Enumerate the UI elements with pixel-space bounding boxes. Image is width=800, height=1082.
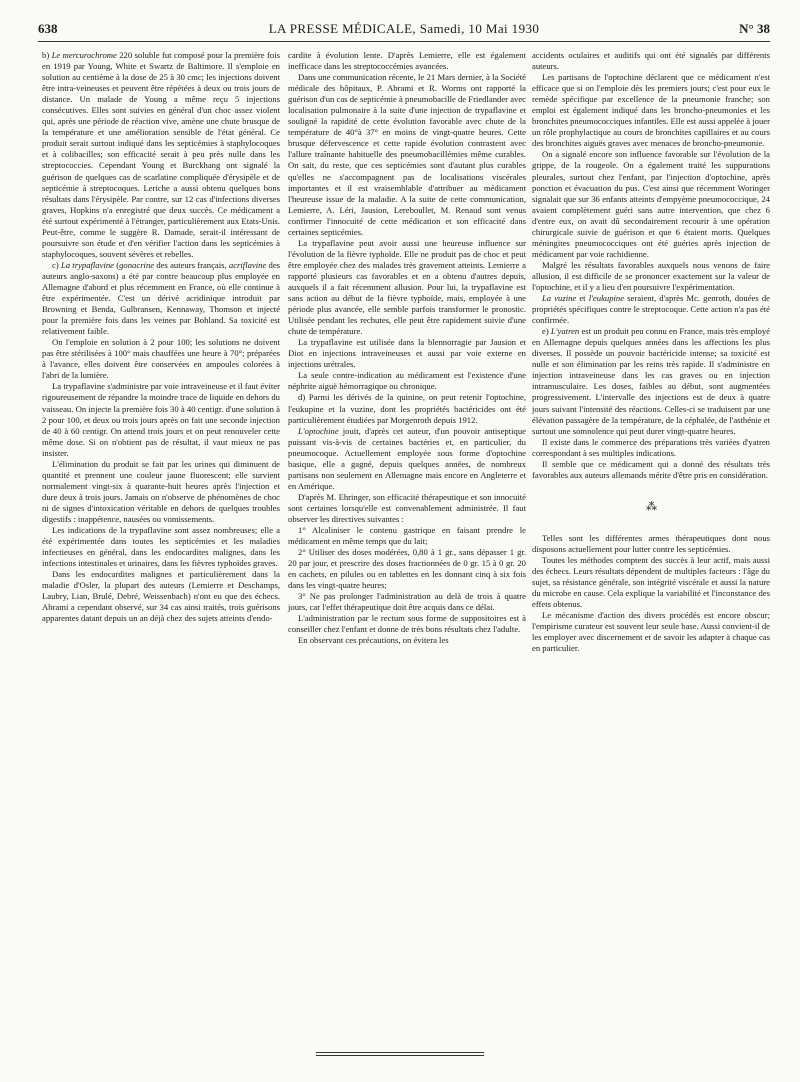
text-run: D'après M. Ehringer, son efficacité thérapeutique et son innocuité sont certaines lorsqu'elle est convenablement administrée. Il faut observer les directives suivantes : [288,491,526,524]
text-run: Dans les endocardites malignes et particulièrement dans la maladie d'Osler, la plupart des auteurs (Lemierre et Deschamps, Laubry, Lian, Brulé, Debré, Weissenbach) n'ont eu que des échecs. Abrami a cependant observé, sur 34 cas ainsi traités, trois guérisons apparentes datant depuis un an déjà chez des sujets atteints d'endo- [42,569,280,624]
paragraph [288,238,526,337]
text-run: On a signalé encore son influence favorable sur l'évolution de la grippe, de la rougeole. On a également traité les suppurations pleurales, surtout chez l'enfant, par l'injection d'optochine, après ponction et évacuation du pus. C'est ainsi que récemment Woringer signalait que sur 36 enfants atteints d'empyème pneumococcique, 24 avaient complètement guéri sans autre intervention, que chez 6 d'entre eux, on avait dû secondairement recourir à une opération chirurgicale suivie de guérison et que 6 étaient morts. Quelques méningites pneumococciques ont été guéries après injection de médicament par voie rachidienne. [532,149,770,259]
text-run: jouit, d'après cet auteur, d'un pouvoir antiseptique puissant vis-à-vis de certaines bactéries et, en particulier, du pneumocoque. Actuellement employée sous forme d'optochine basique, elle a gagné, depuis quelques années, de nombreux partisans non seulement en Allemagne mais encore en Angleterre et en Amérique. [288,425,526,491]
page-header [38,20,770,38]
text-run: Malgré les résultats favorables auxquels nous venons de faire allusion, il est difficile de se prononcer exactement sur la valeur de l'optochine, et il y a lieu d'en poursuivre l'expérimentation. [532,259,770,292]
paragraph [42,50,280,260]
bottom-rule [316,1052,484,1053]
text-run: e) [542,326,551,337]
text-run: 1° Alcaliniser le contenu gastrique en faisant prendre le médicament en même temps que du lait; [288,525,526,547]
italic-term: L'optochine [298,425,339,436]
text-column-3 [532,50,770,654]
paragraph [532,149,770,259]
italic-term: Le mercurochrome [51,50,117,60]
paragraph [288,492,526,525]
text-run: cardite à évolution lente. D'après Lemierre, elle est également inefficace dans les streptococcémies avancées. [288,50,526,72]
paragraph [288,337,526,370]
paragraph [288,426,526,492]
text-run: ( [113,259,120,270]
paragraph [42,459,280,525]
paragraph [42,525,280,569]
paragraph [288,635,526,646]
text-run: 3° Ne pas prolonger l'administration au delà de trois à quatre jours, car l'effet thérapeutique doit être acquis dans ce délai. [288,591,526,613]
paragraph [532,610,770,654]
paragraph [42,569,280,624]
page-number: 638 [38,21,58,36]
paragraph [532,555,770,610]
text-run: En observant ces précautions, on évitera les [298,635,449,646]
journal-title: LA PRESSE MÉDICALE, Samedi, 10 Mai 1930 [268,21,540,36]
text-run: Toutes les méthodes comptent des succès à leur actif, mais aussi des échecs. Leurs résultats dépendent de multiples facteurs : l'âge du sujet, sa résistance générale, son intégrité viscérale et aussi la nature du microbe en cause. Cela explique la variabilité et l'inconstance des effets obtenus. [532,554,770,610]
text-run: La trypaflavine est utilisée dans la blennorragie par Jausion et Diot en injections intraveineuses et aussi par voie externe en injections urétrales. [288,337,526,370]
text-run: 2° Utiliser des doses modérées, 0,80 à 1 gr., sans dépasser 1 gr. 20 par jour, et prescrire des doses fractionnées de 0 gr. 15 à 0 gr. 20 en cachets, en pilules ou en tablettes en les donnant cinq à six fois dans les vingt-quatre heures; [288,547,526,591]
text-run: L'administration par le rectum sous forme de suppositoires est à conseiller chez l'enfant et donne de très bons résultats chez l'adulte. [288,613,526,635]
text-run: et [576,293,589,304]
bottom-rule-2 [316,1055,484,1056]
text-run: Le mécanisme d'action des divers procédés est encore obscur; l'empirisme curateur est souvent leur seule base. Aussi convient-il de les employer avec discernement et de savoir les adapter à chaque cas en particulier. [532,610,770,654]
text-run: d) Parmi les dérivés de la quinine, on peut retenir l'optochine, l'eukupine et la vuzine, dont les propriétés bactéricides ont été particulièrement étudiées par Morgenroth depuis 1912. [288,392,526,425]
paragraph [42,260,280,337]
paragraph [42,381,280,458]
text-run: La trypaflavine s'administre par voie intraveineuse et il faut éviter rigoureusement de répandre la moindre trace de liquide en dehors du vaisseau. On injecte la première fois 30 à 40 centigr. d'une solution à 2 pour 100, et deux ou trois jours après on fait une seconde injection de 40 à 60 centigr. On attend trois jours et on peut renouveler cette même dose. Si on n'obtient pas de résultat, il vaut mieux ne pas insister. [42,381,280,458]
text-column-1 [42,50,280,624]
text-run: Il semble que ce médicament qui a donné des résultats très favorables aux auteurs allemands mérite d'être pris en considération. [532,458,770,480]
text-run: ⁂ [646,500,656,513]
text-run: Dans une communication récente, le 21 Mars dernier, à la Société médicale des hôpitaux, P. Abrami et R. Worms ont rapporté la guérison d'un cas de septicémie à pneumobacille de Friedlander avec localisation pulmonaire à la suite d'une injection de trypaflavine et souligné la rapidité de cette évolution favorable avec chute de la température de 40°à 37° en moins de vingt-quatre heures. Cette brusque défervescence et cette rapide évolution contrastent avec l'allure traînante habituelle des pneumobacillémies même curables. On sait, du reste, que ces septicémies sont d'autant plus curables qu'elles ne s'accompagnent pas de localisations viscérales importantes et il est vraisemblable d'attribuer au médicament l'heureuse issue de la maladie. A la suite de cette communication, Lemierre, A. Léri, Jausion, Lereboullet, M. Renaud sont venus confirmer l'innocuité de cette médication et son efficacité dans certaines septicémies. [288,72,526,237]
italic-term: acriflavine [228,259,267,270]
text-run: La trypaflavine peut avoir aussi une heureuse influence sur l'évolution de la fièvre typhoïde. Elle ne produit pas de choc et peut être employée chez des malades très gravement atteints. Lemierre a rapporté plusieurs cas favorables et en a obtenu d'autres depuis, auxquels il a fait récemment allusion. Pour lui, la trypaflavine est sans action au début de la fièvre typhoïde, mais, employée à une période plus avancée, elle semble parfois transformer le pronostic. Utilisée pendant les rechutes, elle peut être rapidement suivie d'une chute de température. [288,237,526,337]
section-asterism [532,501,770,513]
paragraph [532,72,770,149]
paragraph [532,260,770,293]
paragraph [532,533,770,555]
italic-term: L'yatren [550,326,580,337]
paragraph [532,459,770,481]
paragraph [288,50,526,72]
paragraph [288,392,526,425]
text-run: des auteurs français, [154,259,229,270]
issue-number: N° 38 [739,21,770,36]
text-run: c) [52,259,61,270]
paragraph [42,337,280,381]
text-run: accidents oculaires et auditifs qui ont été signalés par différents auteurs. [532,50,770,72]
italic-term: gonacrine [119,259,155,270]
paragraph [532,50,770,72]
paragraph [288,72,526,238]
header-rule [38,41,770,42]
text-run: 220 soluble fut composé pour la première fois en 1919 par Young, White et Swartz de Baltimore. Il s'emploie en solution au centième à la dose de 25 à 30 cmc; les injections doivent être intra-veineuses et peuvent être répétées à deux ou trois jours de distance. Un malade de Young a même reçu 5 injections consécutives. Elles sont suivies en général d'un choc assez violent qui, après une période de réaction vive, amène une chute brusque de la température et une amélioration sensible de l'état général. Ce produit serait surtout indiqué dans les septicémies à staphylocoques et à colibacilles; son efficacité serait à peu près nulle dans les streptococcies. Cependant Young et Burckhang ont signalé la guérison de quelques cas de scarlatine compliquée d'érysipèle et de septicémie à streptocoques. Leriche a aussi obtenu quelques bons résultats dans l'érysipèle. Par contre, sur 12 cas d'infections diverses graves, Hopkins n'a enregistré que deux succès. Ce médicament a été surtout expérimenté à l'étranger, particulièrement aux Etats-Unis. Peut-être, comme le suggère R. Damade, serait-il intéressant de poursuivre son étude et d'en vérifier l'action dans les septicémies à staphylocoques, souvent sévères et rebelles. [42,50,280,259]
text-column-2 [288,50,526,647]
paragraph [288,547,526,591]
italic-term: La vuzine [542,293,577,304]
text-run: Il existe dans le commerce des préparations très variées d'yatren correspondant à ses multiples indications. [532,436,770,458]
text-run: L'élimination du produit se fait par les urines qui diminuent de quantité et prennent une couleur jaune fluorescent; elle survient normalement vingt-six à quarante-huit heures après l'injection et dure deux à trois jours. Jamais on n'observe de phénomènes de choc ni de signes d'intoxication véritable en dehors de quelques troubles digestifs : inappétence, nausées ou vomissements. [42,458,280,524]
paragraph [288,525,526,547]
text-run: On l'emploie en solution à 2 pour 100; les solutions ne doivent pas être stérilisées à 100° mais chauffées une heure à 70°; préparées à l'avance, elles doivent être conservées en ampoules colorées à l'abri de la lumière. [42,337,280,381]
text-run: Les indications de la trypaflavine sont assez nombreuses; elle a été expérimentée dans toutes les septicémies et les maladies infectieuses en général, dans les endocardites malignes, dans les infections intestinales et urinaires, dans les fièvres typhoïdes graves. [42,525,280,569]
text-run: b) [42,50,52,60]
paragraph [532,437,770,459]
text-run: des auteurs anglo-saxons) a été par contre beaucoup plus employée en Allemagne d'abord et plus récemment en France, où elle continue à être expérimentée. C'est un dérivé acridinique introduit par Browning et Benda, Gulbransen, Kennaway, Thomson et injecté pour la première fois dans les veines par Bohland. Sa toxicité est relativement faible. [42,259,281,337]
paragraph [288,591,526,613]
italic-term: l'eukupine [588,293,625,304]
paragraph [288,370,526,392]
text-run: seraient, d'après Mc. genroth, douées de propriétés spécifiques contre le streptocoque. Cette action n'a pas été confirmée. [532,293,770,326]
text-run: Telles sont les différentes armes thérapeutiques dont nous disposons actuellement pour lutter contre les septicémies. [532,532,770,554]
text-run: La seule contre-indication au médicament est l'existence d'une néphrite aiguë hémorragique ou chronique. [288,370,526,392]
text-run: est un produit peu connu en France, mais très employé en Allemagne depuis quelques années dans les affections les plus diverses. Il possède un pouvoir bactéricide intense; sa toxicité est nulle et son élimination par les reins très rapide. Il s'administre en injection intraveineuse dans les cas graves ou en injection intramusculaire. Les doses, faibles au début, sont augmentées progressivement. L'intervalle des injections est de deux à quatre jours suivant l'intensité des réactions. Celles-ci se traduisent par une élévation passagère de la température, de la céphalée, de l'asthénie et surtout une somnolence qui peut durer vingt-quatre heures. [532,326,770,436]
paragraph [288,613,526,635]
paragraph [532,293,770,326]
text-run: Les partisans de l'optochine déclarent que ce médicament n'est efficace que si on l'emploie dès les premiers jours; c'est pour eux le remède spécifique par excellence de la pneumonie franche; son emploi est également indiqué dans les broncho-pneumonies et les bronchites pneumococciques infantiles. Elle est aussi appelée à jouer un rôle prophylactique au cours de bronchites capillaires et au cours des bronchites aiguës graves avec menaces de broncho-pneumonie. [532,72,770,149]
paragraph [532,326,770,436]
italic-term: La trypaflavine [60,259,114,270]
